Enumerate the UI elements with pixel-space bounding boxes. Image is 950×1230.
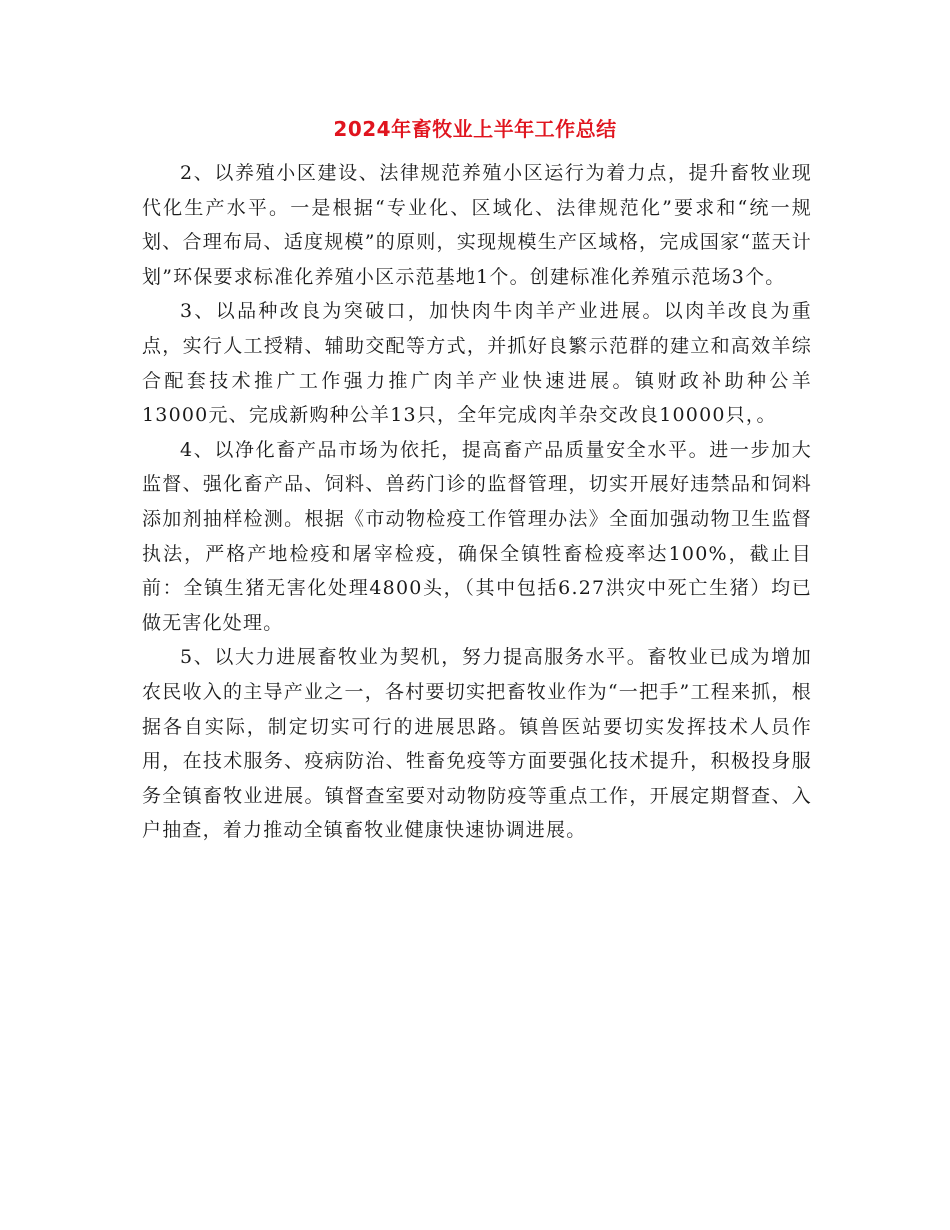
paragraph-4: 4、以净化畜产品市场为依托，提高畜产品质量安全水平。进一步加大监督、强化畜产品、饲料、兽药门诊的监督管理，切实开展好违禁品和饲料添加剂抽样检测。根据《市动物检疫工作管理办法》全面加强动物卫生监督执法，严格产地检疫和屠宰检疫，确保全镇牲畜检疫率达100%，截止目前：全镇生猪无害化处理4800头，（其中包括6.27洪灾中死亡生猪）均已做无害化处理。	[142, 438, 812, 634]
paragraph-2: 2、以养殖小区建设、法律规范养殖小区运行为着力点，提升畜牧业现代化生产水平。一是根据“专业化、区域化、法律规范化”要求和“统一规划、合理布局、适度规模”的原则，实现规模生产区域格，完成国家“蓝天计划”环保要求标准化养殖小区示范基地1个。创建标准化养殖示范场3个。	[142, 162, 812, 288]
document-title: 2024年畜牧业上半年工作总结	[333, 117, 617, 141]
paragraph-3: 3、以品种改良为突破口，加快肉牛肉羊产业进展。以肉羊改良为重点，实行人工授精、辅助交配等方式，并抓好良繁示范群的建立和高效羊综合配套技术推广工作强力推广肉羊产业快速进展。镇财政补助种公羊13000元、完成新购种公羊13只，全年完成肉羊杂交改良10000只，。	[142, 300, 812, 427]
paragraph-5: 5、以大力进展畜牧业为契机，努力提高服务水平。畜牧业已成为增加农民收入的主导产业之一，各村要切实把畜牧业作为“一把手”工程来抓，根据各自实际，制定切实可行的进展思路。镇兽医站要切实发挥技术人员作用，在技术服务、疫病防治、牲畜免疫等方面要强化技术提升，积极投身服务全镇畜牧业进展。镇督查室要对动物防疫等重点工作，开展定期督查、入户抽查，着力推动全镇畜牧业健康快速协调进展。	[142, 646, 812, 842]
document-body	[142, 156, 812, 848]
